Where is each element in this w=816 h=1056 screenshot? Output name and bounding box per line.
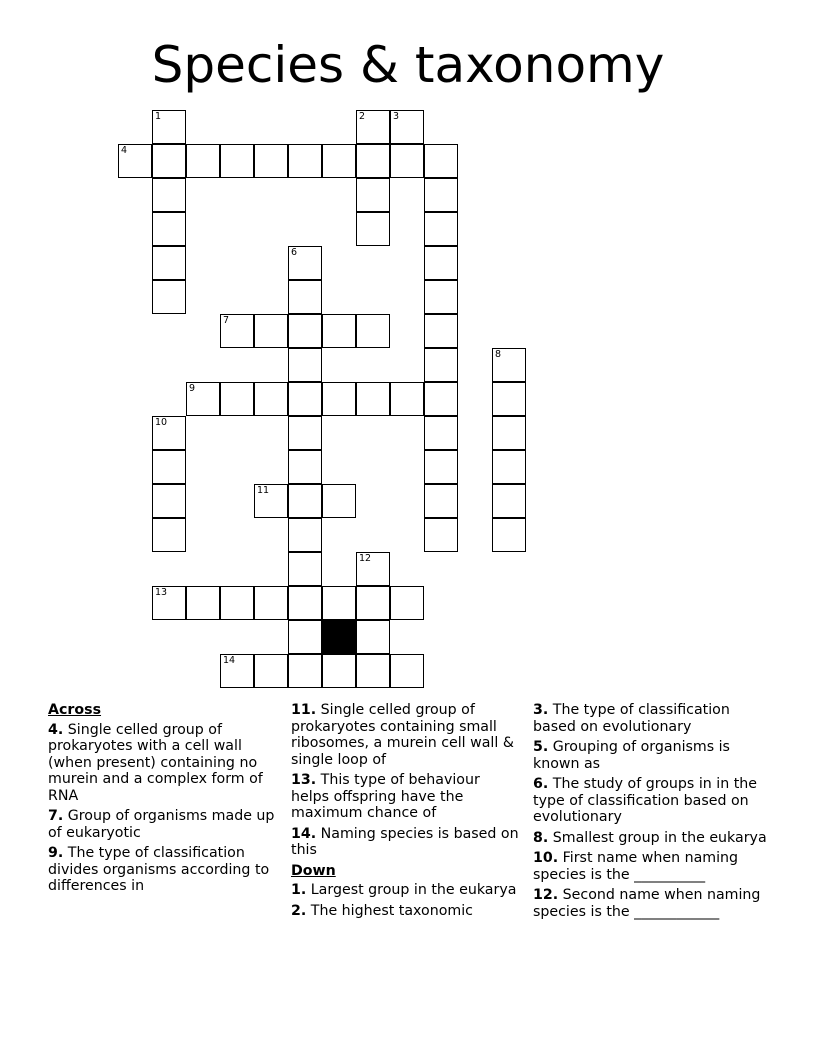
clue-item <box>291 702 519 768</box>
crossword-cell[interactable] <box>288 586 322 620</box>
crossword-cell[interactable] <box>356 552 390 586</box>
clue-text: Second name when naming species is the ____________ <box>533 887 761 920</box>
clue-number: 3 <box>393 111 400 122</box>
clue-number: 4. <box>48 721 64 738</box>
crossword-cell[interactable] <box>186 382 220 416</box>
crossword-cell[interactable] <box>356 654 390 688</box>
crossword-cell[interactable] <box>356 110 390 144</box>
crossword-cell[interactable] <box>424 450 458 484</box>
crossword-cell[interactable] <box>152 450 186 484</box>
down-clue-list-continued <box>533 702 773 920</box>
clue-item <box>48 808 282 841</box>
crossword-cell[interactable] <box>254 314 288 348</box>
clue-item <box>533 776 773 826</box>
crossword-black-cell <box>322 620 356 654</box>
crossword-cell[interactable] <box>322 144 356 178</box>
clue-number: 11. <box>291 702 317 718</box>
across-clue-list <box>48 722 282 895</box>
crossword-cell[interactable] <box>254 144 288 178</box>
crossword-cell[interactable] <box>288 450 322 484</box>
clue-number: 9 <box>189 383 196 394</box>
crossword-cell[interactable] <box>322 314 356 348</box>
crossword-cell[interactable] <box>288 552 322 586</box>
crossword-cell[interactable] <box>288 484 322 518</box>
clue-item <box>533 739 773 772</box>
crossword-cell[interactable] <box>288 654 322 688</box>
crossword-cell[interactable] <box>356 620 390 654</box>
crossword-cell[interactable] <box>288 144 322 178</box>
clue-number: 7 <box>223 315 230 326</box>
crossword-cell[interactable] <box>492 518 526 552</box>
clue-item <box>291 882 519 899</box>
crossword-cell[interactable] <box>424 280 458 314</box>
clue-number: 10 <box>155 417 168 428</box>
crossword-cell[interactable] <box>220 586 254 620</box>
clue-text: Group of organisms made up of eukaryotic <box>48 808 275 841</box>
crossword-cell[interactable] <box>152 416 186 450</box>
clue-number: 2 <box>359 111 366 122</box>
clue-number: 8 <box>495 349 502 360</box>
crossword-cell[interactable] <box>220 314 254 348</box>
clue-number: 8. <box>533 829 549 846</box>
clue-number: 14 <box>223 655 236 666</box>
crossword-cell[interactable] <box>356 314 390 348</box>
clue-number: 2. <box>291 902 307 919</box>
clue-number: 1. <box>291 882 307 898</box>
crossword-cell[interactable] <box>492 450 526 484</box>
clue-number: 3. <box>533 702 549 718</box>
clue-number: 12. <box>533 887 559 903</box>
crossword-cell[interactable] <box>424 484 458 518</box>
across-heading: Across <box>48 702 102 718</box>
crossword-cell[interactable] <box>288 314 322 348</box>
clue-number: 1 <box>155 111 162 122</box>
clues-column-1 <box>48 702 282 899</box>
crossword-cell[interactable] <box>390 110 424 144</box>
clue-number: 9. <box>48 845 64 861</box>
clue-item <box>48 722 282 805</box>
crossword-cell[interactable] <box>254 382 288 416</box>
crossword-cell[interactable] <box>288 246 322 280</box>
crossword-cell[interactable] <box>152 246 186 280</box>
clue-item <box>533 702 773 735</box>
crossword-cell[interactable] <box>152 178 186 212</box>
clue-number: 12 <box>359 553 372 564</box>
clue-item <box>291 772 519 822</box>
crossword-cell[interactable] <box>152 144 186 178</box>
clue-number: 6. <box>533 776 549 792</box>
crossword-cell[interactable] <box>356 586 390 620</box>
clue-item <box>291 903 519 920</box>
crossword-cell[interactable] <box>322 586 356 620</box>
crossword-cell[interactable] <box>424 212 458 246</box>
crossword-cell[interactable] <box>288 382 322 416</box>
down-clue-list <box>291 882 519 919</box>
clue-item <box>291 826 519 859</box>
crossword-cell[interactable] <box>152 586 186 620</box>
clue-item <box>533 850 773 883</box>
crossword-cell[interactable] <box>492 348 526 382</box>
crossword-cell[interactable] <box>424 416 458 450</box>
crossword-cell[interactable] <box>424 246 458 280</box>
crossword-cell[interactable] <box>356 178 390 212</box>
clue-text: Grouping of organisms is known as <box>533 739 730 772</box>
crossword-cell[interactable] <box>254 654 288 688</box>
crossword-cell[interactable] <box>322 484 356 518</box>
across-clue-list-continued <box>291 702 519 859</box>
crossword-cell[interactable] <box>390 144 424 178</box>
crossword-cell[interactable] <box>288 416 322 450</box>
clue-text: Single celled group of prokaryotes with a cell wall (when present) containing no murein and a complex form of RNA <box>48 721 263 804</box>
crossword-cell[interactable] <box>322 382 356 416</box>
crossword-cell[interactable] <box>220 144 254 178</box>
crossword-cell[interactable] <box>424 348 458 382</box>
clue-text: The highest taxonomic <box>310 902 473 919</box>
crossword-cell[interactable] <box>220 654 254 688</box>
clues-column-3 <box>533 702 773 924</box>
clue-text: The study of groups in in the type of classification based on evolutionary <box>533 776 757 825</box>
crossword-cell[interactable] <box>288 348 322 382</box>
clue-number: 6 <box>291 247 298 258</box>
crossword-cell[interactable] <box>220 382 254 416</box>
clue-text: Largest group in the eukarya <box>310 882 517 898</box>
crossword-cell[interactable] <box>152 280 186 314</box>
down-heading: Down <box>291 862 336 879</box>
clue-item <box>533 887 773 920</box>
crossword-cell[interactable] <box>152 110 186 144</box>
clues-column-2 <box>291 702 519 923</box>
crossword-cell[interactable] <box>492 484 526 518</box>
clue-item <box>533 830 773 847</box>
clue-text: Single celled group of prokaryotes containing small ribosomes, a murein cell wall & single loop of <box>291 702 514 768</box>
clue-number: 7. <box>48 808 64 824</box>
clue-number: 13. <box>291 772 317 788</box>
crossword-cell[interactable] <box>288 518 322 552</box>
crossword-cell[interactable] <box>492 382 526 416</box>
crossword-cell[interactable] <box>322 654 356 688</box>
crossword-cell[interactable] <box>356 212 390 246</box>
crossword-cell[interactable] <box>152 518 186 552</box>
crossword-cell[interactable] <box>254 586 288 620</box>
clue-text: The type of classification divides organisms according to differences in <box>48 845 270 894</box>
clue-number: 5. <box>533 739 549 755</box>
clue-text: Naming species is based on this <box>291 825 519 858</box>
clue-item <box>48 845 282 895</box>
clue-number: 11 <box>257 485 270 496</box>
crossword-cell[interactable] <box>254 484 288 518</box>
clue-number: 10. <box>533 850 559 866</box>
crossword-cell[interactable] <box>390 586 424 620</box>
crossword-cell[interactable] <box>492 416 526 450</box>
crossword-cell[interactable] <box>118 144 152 178</box>
page-title: Species & taxonomy <box>151 36 665 94</box>
clue-text: First name when naming species is the __________ <box>533 850 739 883</box>
crossword-cell[interactable] <box>152 212 186 246</box>
crossword-cell[interactable] <box>424 518 458 552</box>
crossword-cell[interactable] <box>424 382 458 416</box>
clue-text: The type of classification based on evolutionary <box>533 702 730 735</box>
crossword-cell[interactable] <box>356 144 390 178</box>
crossword-cell[interactable] <box>288 620 322 654</box>
crossword-cell[interactable] <box>186 586 220 620</box>
crossword-cell[interactable] <box>390 654 424 688</box>
clue-number: 14. <box>291 825 317 842</box>
clue-number: 13 <box>155 587 168 598</box>
crossword-cell[interactable] <box>152 484 186 518</box>
crossword-cell[interactable] <box>424 144 458 178</box>
crossword-cell[interactable] <box>390 382 424 416</box>
clue-number: 4 <box>121 145 128 156</box>
clue-text: Smallest group in the eukarya <box>552 829 767 846</box>
crossword-cell[interactable] <box>356 382 390 416</box>
crossword-cell[interactable] <box>288 280 322 314</box>
crossword-cell[interactable] <box>186 144 220 178</box>
crossword-cell[interactable] <box>424 314 458 348</box>
clue-text: This type of behaviour helps offspring have the maximum chance of <box>291 772 480 821</box>
crossword-cell[interactable] <box>424 178 458 212</box>
